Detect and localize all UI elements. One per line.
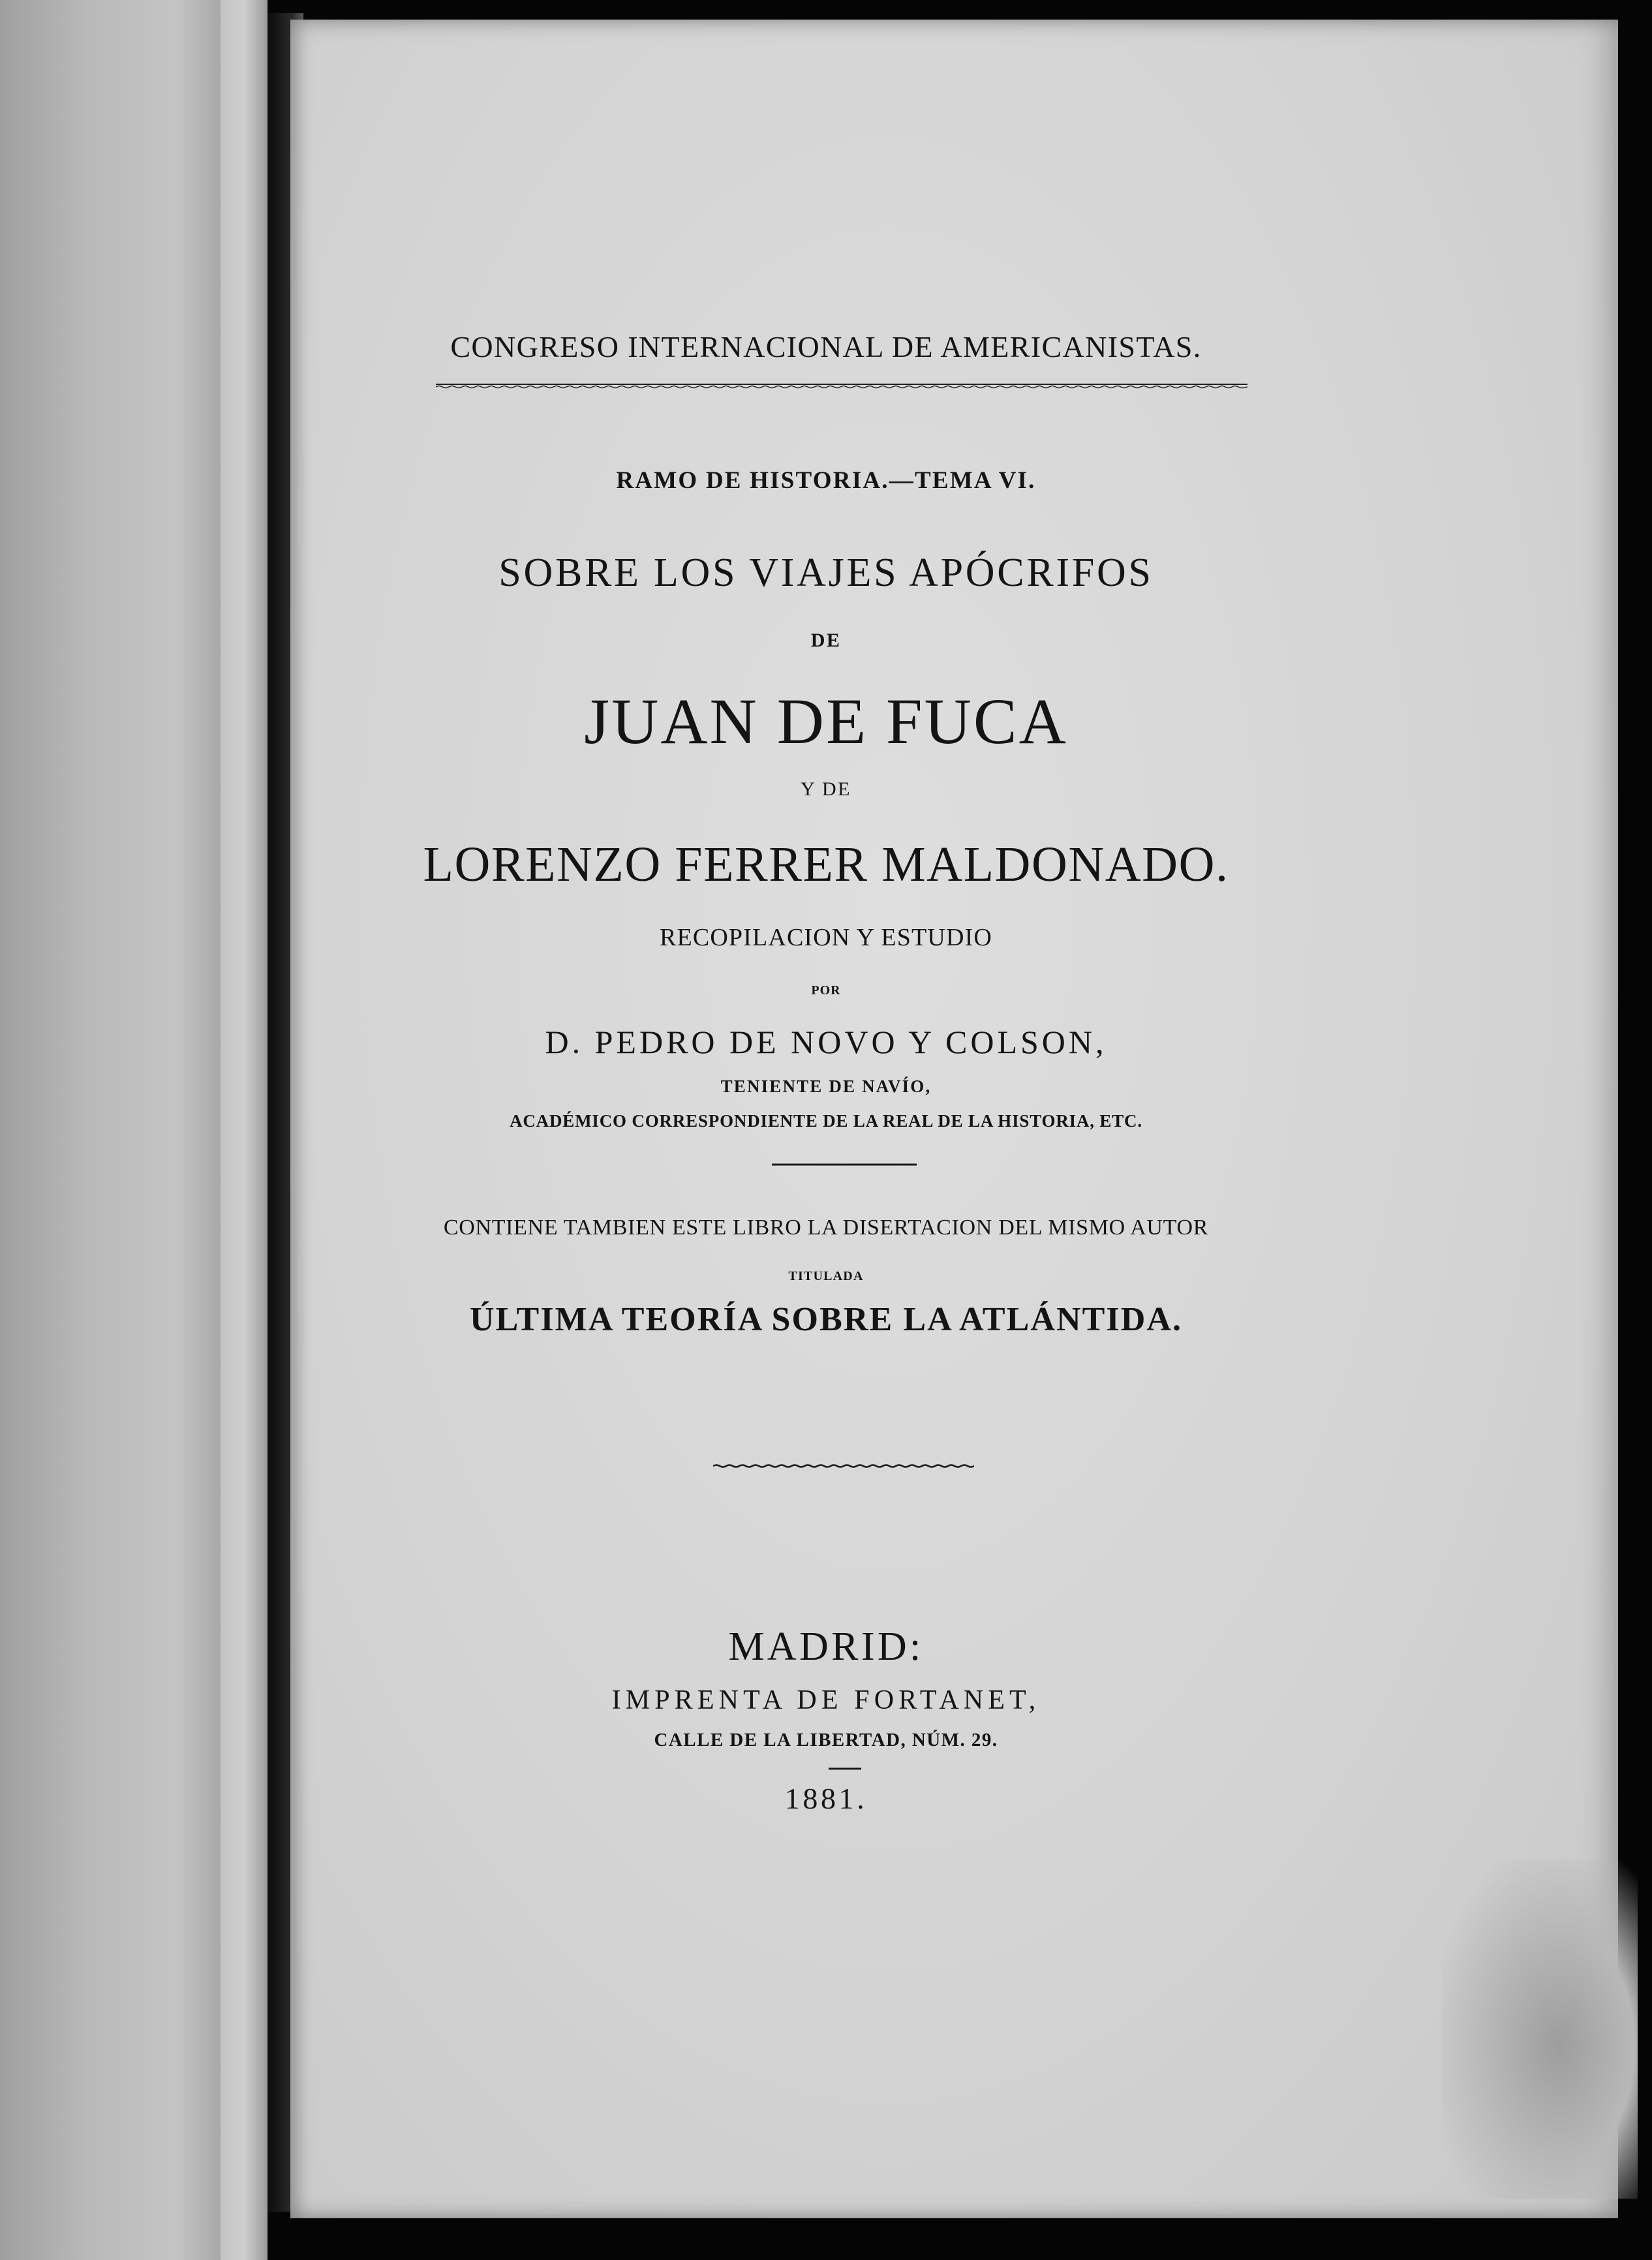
paper-stain <box>1442 1859 1638 2199</box>
title-juan-de-fuca: JUAN DE FUCA <box>584 685 1068 757</box>
congress-heading: CONGRESO INTERNACIONAL DE AMERICANISTAS. <box>450 330 1202 363</box>
title-line-viajes: SOBRE LOS VIAJES APÓCRIFOS <box>498 551 1154 595</box>
header-rule <box>436 382 1247 389</box>
imprint-city: MADRID: <box>728 1625 924 1669</box>
title-lorenzo-ferrer-maldonado: LORENZO FERRER MALDONADO. <box>423 837 1229 892</box>
author-rank: TENIENTE DE NAVÍO, <box>720 1077 932 1096</box>
author-name: D. PEDRO DE NOVO Y COLSON, <box>545 1024 1107 1060</box>
title-line-y-de: Y DE <box>801 778 851 800</box>
author-academy: ACADÉMICO CORRESPONDIENTE DE LA REAL DE LA HISTORIA, ETC. <box>510 1111 1142 1131</box>
author-rule <box>772 1163 917 1167</box>
ornament-rule <box>713 1463 974 1469</box>
contiene-line: CONTIENE TAMBIEN ESTE LIBRO LA DISERTACION DEL MISMO AUTOR <box>443 1215 1209 1240</box>
imprint-street: CALLE DE LA LIBERTAD, NÚM. 29. <box>654 1730 998 1750</box>
ultima-teoria-title: ÚLTIMA TEORÍA SOBRE LA ATLÁNTIDA. <box>469 1301 1183 1338</box>
title-line-de: DE <box>810 630 842 651</box>
imprint-year: 1881. <box>784 1782 868 1815</box>
ramo-heading: RAMO DE HISTORIA.—TEMA VI. <box>616 467 1036 494</box>
imprint-rule <box>829 1767 861 1771</box>
recopilacion-line: RECOPILACION Y ESTUDIO <box>660 924 992 951</box>
por-line: POR <box>811 983 841 998</box>
titulada-line: TITULADA <box>788 1269 864 1283</box>
imprint-printer: IMPRENTA DE FORTANET, <box>611 1685 1041 1715</box>
